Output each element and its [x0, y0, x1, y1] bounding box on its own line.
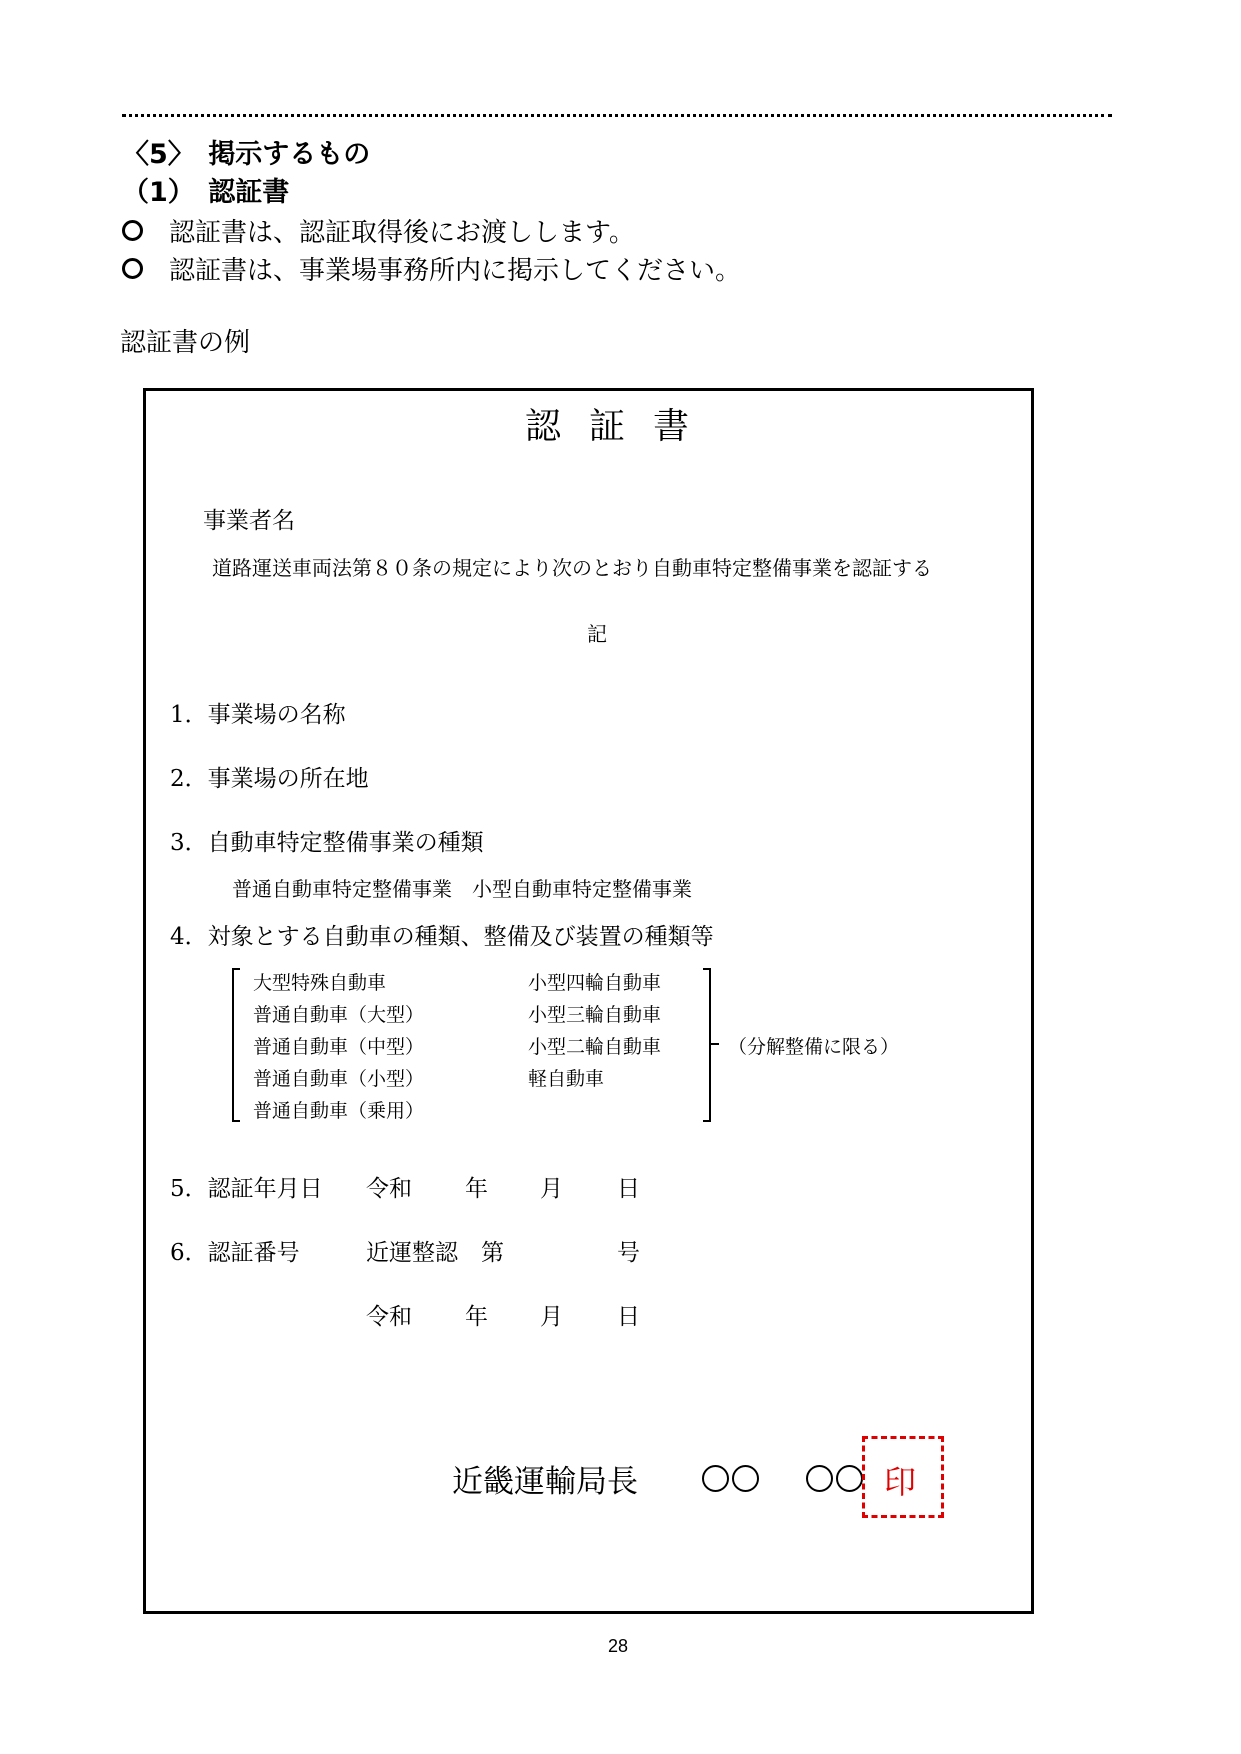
right-bracket [703, 968, 711, 1122]
number-suffix: 号 [617, 1240, 640, 1266]
section-heading: 〈5〉 掲示するもの [122, 139, 371, 170]
circle-placeholder-icon [732, 1465, 759, 1492]
vehicle-type-right: 軽自動車 [528, 1068, 605, 1090]
circle-placeholder-icon [702, 1465, 729, 1492]
ki-mark: 記 [587, 622, 607, 646]
circle-bullet-icon [122, 258, 143, 279]
item-business-address: 2．事業場の所在地 [170, 766, 369, 792]
item-vehicle-types: 4．対象とする自動車の種類、整備及び装置の種類等 [170, 924, 714, 950]
number-prefix: 近運整認 第 [366, 1240, 504, 1266]
vehicle-type-left: 普通自動車（大型） [253, 1004, 425, 1026]
section-subheading: （1） 認証書 [122, 177, 290, 208]
page-number: 28 [608, 1636, 629, 1656]
item-certification-number: 6．認証番号 [170, 1240, 300, 1266]
example-label: 認証書の例 [120, 328, 251, 358]
bullet-item: 認証書は、認証取得後にお渡しします。 [122, 212, 635, 249]
certification-statement: 道路運送車両法第８０条の規定により次のとおり自動車特定整備事業を認証する [212, 556, 932, 580]
year-label: 年 [465, 1304, 488, 1330]
month-label: 月 [540, 1176, 563, 1202]
circle-bullet-icon [122, 220, 143, 241]
era-label: 令和 [366, 1304, 412, 1330]
day-label: 日 [617, 1176, 640, 1202]
seal-mark: 印 [884, 1463, 917, 1501]
vehicle-type-right: 小型二輪自動車 [528, 1036, 662, 1058]
name-placeholder-given [806, 1465, 866, 1496]
name-placeholder-surname [702, 1465, 762, 1496]
certificate-title: 認証書 [525, 406, 718, 447]
business-type-value: 普通自動車特定整備事業 小型自動車特定整備事業 [232, 877, 692, 901]
vehicle-type-left: 普通自動車（乗用） [253, 1100, 425, 1122]
item-certification-date: 5．認証年月日 [170, 1176, 323, 1202]
bracket-tick [711, 1043, 719, 1045]
year-label: 年 [465, 1176, 488, 1202]
limit-note: （分解整備に限る） [728, 1036, 900, 1058]
recipient-label: 事業者名 [203, 508, 295, 534]
dotted-separator [122, 114, 1112, 117]
vehicle-type-left: 普通自動車（小型） [253, 1068, 425, 1090]
circle-placeholder-icon [806, 1465, 833, 1492]
vehicle-type-right: 小型四輪自動車 [528, 972, 662, 994]
month-label: 月 [540, 1304, 563, 1330]
circle-placeholder-icon [836, 1465, 863, 1492]
issuer-title: 近畿運輸局長 [452, 1464, 638, 1500]
item-business-type: 3．自動車特定整備事業の種類 [170, 830, 484, 856]
vehicle-type-left: 大型特殊自動車 [253, 972, 387, 994]
vehicle-type-right: 小型三輪自動車 [528, 1004, 662, 1026]
left-bracket [232, 968, 240, 1122]
era-label: 令和 [366, 1176, 412, 1202]
bullet-item: 認証書は、事業場事務所内に掲示してください。 [122, 250, 741, 287]
item-business-name: 1．事業場の名称 [170, 702, 346, 728]
vehicle-type-left: 普通自動車（中型） [253, 1036, 425, 1058]
day-label: 日 [617, 1304, 640, 1330]
